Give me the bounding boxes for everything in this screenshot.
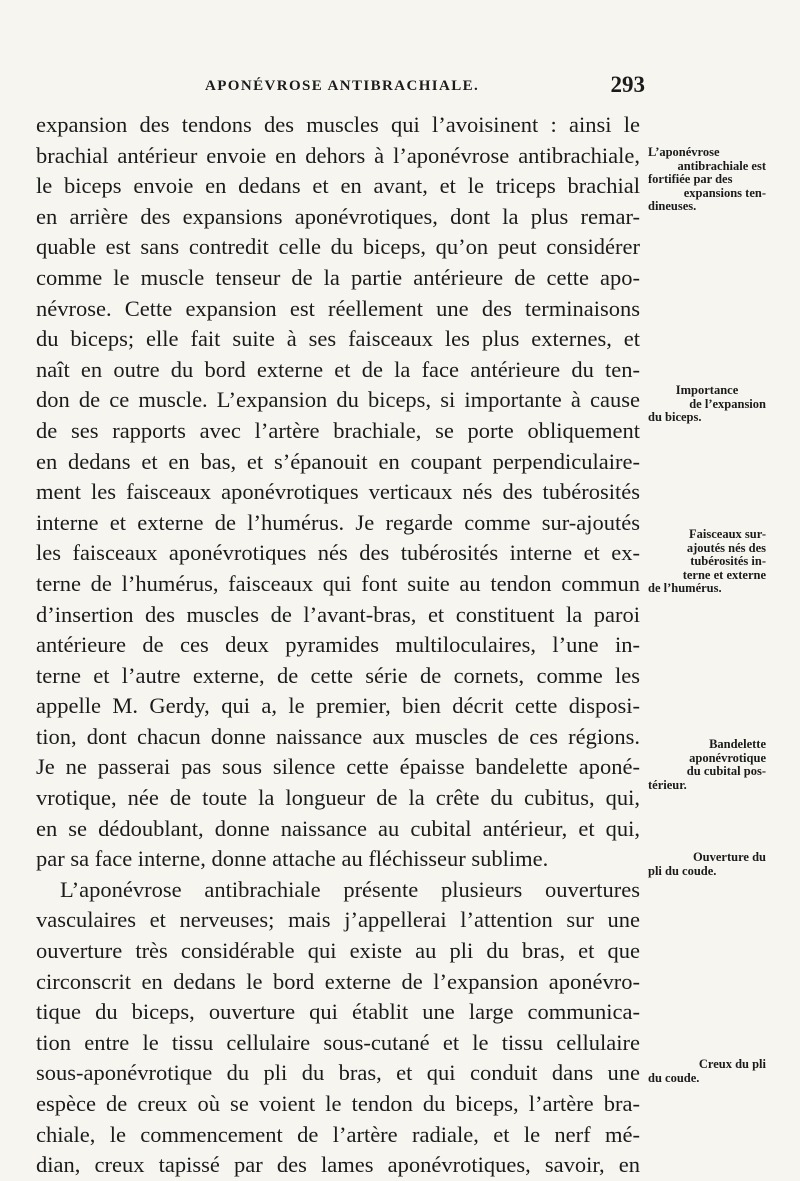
text-line: par sa face interne, donne attache au fléchisseur sublime. xyxy=(36,846,549,872)
text-line: comme le muscle tenseur de la partie antérieure de cette apo- xyxy=(36,264,640,290)
text-line: Je ne passerai pas sous silence cette épaisse bandelette aponé- xyxy=(36,754,640,780)
margin-note-creux-pli: Creux du pli du coude. xyxy=(648,1057,766,1085)
text-line: interne et externe de l’humérus. Je regarde comme sur-ajoutés xyxy=(36,509,640,535)
text-line: de ses rapports avec l’artère brachiale, se porte obliquement xyxy=(36,417,640,443)
text-line: expansion des tendons des muscles qui l’avoisinent : ainsi le xyxy=(36,112,640,137)
text-line: L’aponévrose antibrachiale présente plusieurs ouvertures xyxy=(60,876,640,902)
text-line: sous-aponévrotique du pli du bras, et qui conduit dans une xyxy=(36,1060,640,1086)
text-line: chiale, le commencement de l’artère radiale, et le nerf mé- xyxy=(36,1121,640,1147)
text-line: tique du biceps, ouverture qui établit une large communica- xyxy=(36,999,640,1025)
text-line: dian, creux tapissé par des lames aponévrotiques, savoir, en xyxy=(36,1152,640,1178)
body-text xyxy=(36,110,640,1181)
text-line: naît en outre du bord externe et de la face antérieure du ten- xyxy=(36,356,640,382)
text-line: don de ce muscle. L’expansion du biceps, si importante à cause xyxy=(36,387,640,413)
text-line: quable est sans contredit celle du biceps, qu’on peut considérer xyxy=(36,234,640,260)
running-head xyxy=(205,74,645,104)
text-line: brachial antérieur envoie en dehors à l’aponévrose antibrachiale, xyxy=(36,142,640,168)
text-line: appelle M. Gerdy, qui a, le premier, bien décrit cette disposi- xyxy=(36,693,640,719)
text-line: circonscrit en dedans le bord externe de l’expansion aponévro- xyxy=(36,968,640,994)
text-line: le biceps envoie en dedans et en avant, et le triceps brachial xyxy=(36,173,640,199)
margin-note-ouverture-pli: Ouverture du pli du coude. xyxy=(648,850,766,878)
margin-note-bandelette: Bandelette aponévrotique du cubital pos- térieur. xyxy=(648,737,766,792)
text-line: névrose. Cette expansion est réellement une des terminaisons xyxy=(36,295,640,321)
margin-note-aponevrose-fortifiee: L’aponévrose antibrachiale est fortifiée par des expansions ten- dineuses. xyxy=(648,145,766,213)
text-line: ment les faisceaux aponévrotiques verticaux nés des tubérosités xyxy=(36,479,640,505)
text-line: en arrière des expansions aponévrotiques, dont la plus remar- xyxy=(36,203,640,229)
running-title: APONÉVROSE ANTIBRACHIALE. xyxy=(205,78,480,94)
text-line: les faisceaux aponévrotiques nés des tubérosités interne et ex- xyxy=(36,540,640,566)
margin-note-faisceaux-sur-ajoutes: Faisceaux sur- ajoutés nés des tubérosités in- terne et externe de l’humérus. xyxy=(648,527,766,595)
text-line: terne de l’humérus, faisceaux qui font suite au tendon commun xyxy=(36,570,640,596)
text-line: ouverture très considérable qui existe au pli du bras, et que xyxy=(36,938,640,964)
text-line: antérieure de ces deux pyramides multiloculaires, l’une in- xyxy=(36,632,640,658)
margin-note-expansion-biceps: Importance de l’expansion du biceps. xyxy=(648,383,766,424)
text-line: espèce de creux où se voient le tendon du biceps, l’artère bra- xyxy=(36,1091,640,1116)
text-line: terne et l’autre externe, de cette série de cornets, comme les xyxy=(36,662,640,688)
text-line: du biceps; elle fait suite à ses faisceaux les plus externes, et xyxy=(36,326,640,352)
text-line: en dedans et en bas, et s’épanouit en coupant perpendiculaire- xyxy=(36,448,640,474)
text-line: tion entre le tissu cellulaire sous-cutané et le tissu cellulaire xyxy=(36,1029,640,1055)
text-line: en se dédoublant, donne naissance au cubital antérieur, et qui, xyxy=(36,815,640,841)
text-line: d’insertion des muscles de l’avant-bras, et constituent la paroi xyxy=(36,601,640,627)
page-number: 293 xyxy=(610,72,645,97)
text-line: vrotique, née de toute la longueur de la crête du cubitus, qui, xyxy=(36,785,640,811)
text-line: tion, dont chacun donne naissance aux muscles de ces régions. xyxy=(36,723,640,749)
text-line: vasculaires et nerveuses; mais j’appellerai l’attention sur une xyxy=(36,907,640,933)
